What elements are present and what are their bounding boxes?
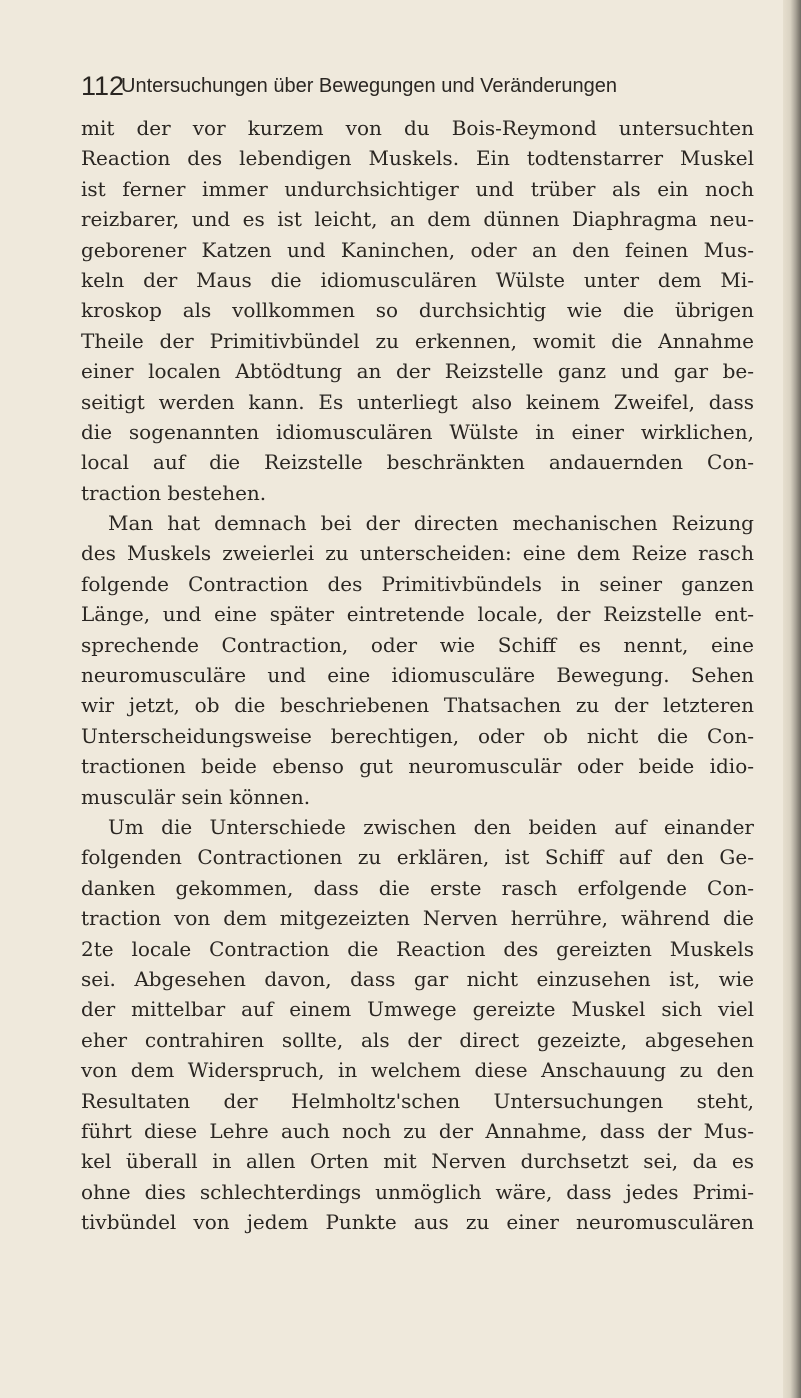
text-line: einer localen Abtödtung an der Reizstelle ganz und gar be- (81, 359, 754, 384)
text-line: 2te locale Contraction die Reaction des gereizten Muskels (81, 936, 754, 961)
text-line: reizbarer, und es ist leicht, an dem dünnen Diaphragma neu- (81, 207, 754, 232)
text-line: folgenden Contractionen zu erklären, ist Schiff auf den Ge- (81, 845, 754, 870)
text-line: Reaction des lebendigen Muskels. Ein todtenstarrer Muskel (81, 146, 754, 171)
text-line: traction von dem mitgezeizten Nerven herrühre, während die (81, 906, 754, 931)
body-text (81, 113, 754, 1237)
text-line: Länge, und eine später eintretende locale, der Reizstelle ent- (81, 602, 754, 627)
text-line: Unterscheidungsweise berechtigen, oder ob nicht die Con- (81, 723, 754, 748)
text-line: die sogenannten idiomusculären Wülste in einer wirklichen, (81, 419, 754, 444)
text-line: der mittelbar auf einem Umwege gereizte Muskel sich viel (81, 997, 754, 1022)
text-line: wir jetzt, ob die beschriebenen Thatsachen zu der letzteren (81, 693, 754, 718)
text-line: von dem Widerspruch, in welchem diese Anschauung zu den (81, 1058, 754, 1083)
text-line: tractionen beide ebenso gut neuromusculär oder beide idio- (81, 754, 754, 779)
text-line: mit der vor kurzem von du Bois-Reymond untersuchten (81, 116, 754, 140)
text-line: traction bestehen. (81, 480, 267, 505)
running-header (81, 68, 761, 104)
text-line: ist ferner immer undurchsichtiger und trüber als ein noch (81, 176, 754, 201)
text-line: folgende Contraction des Primitivbündels in seiner ganzen (81, 571, 754, 596)
text-line: kel überall in allen Orten mit Nerven durchsetzt sei, da es (81, 1149, 754, 1174)
text-line: local auf die Reizstelle beschränkten andauernden Con- (81, 450, 754, 475)
text-line: tivbündel von jedem Punkte aus zu einer neuromusculären (81, 1210, 754, 1235)
page-edge-shadow (783, 0, 801, 1398)
running-title: Untersuchungen über Bewegungen und Veränderungen (121, 75, 617, 97)
text-line: Resultaten der Helmholtz'schen Untersuchungen steht, (81, 1088, 754, 1113)
text-line: kroskop als vollkommen so durchsichtig wie die übrigen (81, 298, 754, 323)
text-line: geborener Katzen und Kaninchen, oder an den feinen Mus- (81, 237, 754, 262)
text-line: seitigt werden kann. Es unterliegt also keinem Zweifel, dass (81, 389, 754, 414)
text-line: sei. Abgesehen davon, dass gar nicht einzusehen ist, wie (81, 966, 754, 991)
text-line: führt diese Lehre auch noch zu der Annahme, dass der Mus- (81, 1118, 754, 1143)
page-number: 112 (81, 71, 125, 101)
text-line: danken gekommen, dass die erste rasch erfolgende Con- (81, 875, 754, 900)
text-line: Man hat demnach bei der directen mechanischen Reizung (108, 511, 754, 536)
text-line: Theile der Primitivbündel zu erkennen, womit die Annahme (81, 328, 754, 353)
text-line: des Muskels zweierlei zu unterscheiden: eine dem Reize rasch (81, 541, 754, 566)
text-line: neuromusculäre und eine idiomusculäre Bewegung. Sehen (81, 663, 754, 688)
text-line: eher contrahiren sollte, als der direct gezeizte, abgesehen (81, 1027, 754, 1052)
text-line: Um die Unterschiede zwischen den beiden auf einander (108, 814, 754, 839)
text-line: ohne dies schlechterdings unmöglich wäre, dass jedes Primi- (81, 1179, 754, 1204)
text-line: sprechende Contraction, oder wie Schiff es nennt, eine (81, 632, 754, 657)
text-line: keln der Maus die idiomusculären Wülste unter dem Mi- (81, 267, 754, 292)
text-line: musculär sein können. (81, 784, 311, 809)
